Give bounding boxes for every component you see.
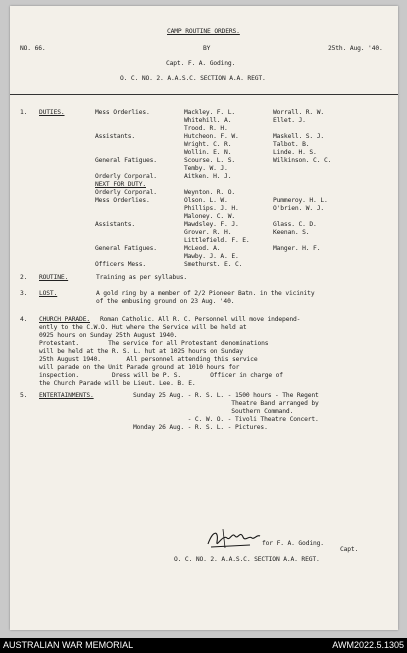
duty-name: Worrall. R. W. (273, 109, 324, 116)
entertainment-line: Monday 26 Aug. - R. S. L. - Pictures. (133, 424, 268, 431)
handwritten-signature (205, 526, 265, 552)
section-heading-routine: ROUTINE. (39, 274, 69, 281)
duty-role: Orderly Corporal. (95, 173, 157, 180)
duty-name: Linde. H. S. (273, 149, 317, 156)
entertainment-line: Theatre Band arranged by (133, 400, 319, 407)
duty-name: Manger. H. F. (273, 245, 321, 252)
signature-rank: Capt. (340, 546, 359, 553)
signature-for: for F. A. Goding. (262, 540, 324, 547)
duty-name: Scourse. L. S. (184, 157, 235, 164)
lost-line: of the embusing ground on 23 Aug. '40. (96, 298, 235, 305)
entertainment-line: Southern Command. (133, 408, 294, 415)
duty-name: Whitehill. A. (184, 117, 232, 124)
duty-name: O'brien. W. J. (273, 205, 324, 212)
duty-role: Assistants. (95, 133, 136, 140)
document-title: CAMP ROUTINE ORDERS. (167, 28, 240, 35)
footer-institution: AUSTRALIAN WAR MEMORIAL (3, 640, 134, 650)
duty-name: Aitken. H. J. (184, 173, 232, 180)
commander-name: Capt. F. A. Goding. (166, 60, 236, 67)
church-line: 0925 hours on Sunday 25th August 1940. (39, 332, 178, 339)
routine-text: Training as per syllabus. (96, 274, 188, 281)
section-heading-entertainments: ENTERTAINMENTS. (39, 392, 94, 399)
duty-role: Mess Orderlies. (95, 197, 150, 204)
duty-name: Olson. L. W. (184, 197, 228, 204)
section-number: 1. (20, 109, 28, 116)
duty-name: Wilkinson. C. C. (273, 157, 332, 164)
church-line: will parade on the Unit Parade ground at 1010 hours for (39, 364, 240, 371)
church-line: Protestant. The service for all Protestant denominations (39, 340, 269, 347)
church-line: the Church Parade will be Lieut. Lee. B. E. (39, 380, 196, 387)
duty-name: Trood. R. H. (184, 125, 228, 132)
duty-name: Smethurst. E. C. (184, 261, 243, 268)
section-number: 3. (20, 290, 28, 297)
section-heading-lost: LOST. (39, 290, 58, 297)
section-number: 5. (20, 392, 28, 399)
church-line: Roman Catholic. All R. C. Personnel will move independ- (100, 316, 301, 323)
duty-name: Wright. C. R. (184, 141, 232, 148)
header-divider (10, 94, 398, 95)
duty-name: Grover. R. H. (184, 229, 232, 236)
by-label: BY (203, 45, 211, 52)
duty-role: Officers Mess. (95, 261, 146, 268)
duty-role: General Fatigues. (95, 245, 157, 252)
footer-reference: AWM2022.5.1305 (332, 640, 404, 650)
duty-name: Mawdsley. F. J. (184, 221, 239, 228)
church-line: 25th August 1940. All personnel attending this service (39, 356, 258, 363)
order-date: 25th. Aug. '40. (328, 45, 383, 52)
archive-footer (0, 638, 407, 653)
duty-name: Hutcheon. F. W. (184, 133, 239, 140)
lost-line: A gold ring by a member of 2/2 Pioneer Batn. in the vicinity (96, 290, 315, 297)
section-number: 2. (20, 274, 28, 281)
section-heading-church-parade: CHURCH PARADE. (39, 316, 90, 323)
church-line: ently to the C.W.O. Hut where the Service will be held at (39, 324, 247, 331)
duty-role: Orderly Corporal. (95, 189, 157, 196)
duty-name: Keenan. S. (273, 229, 310, 236)
document-page (10, 6, 398, 630)
duty-name: Littlefield. F. E. (184, 237, 250, 244)
entertainment-line: - C. W. O. - Tivoli Theatre Concert. (133, 416, 319, 423)
duty-name: Weynton. R. O. (184, 189, 235, 196)
order-number: NO. 66. (20, 45, 46, 52)
duty-name: Glass. C. D. (273, 221, 317, 228)
duty-name: Temby. W. J. (184, 165, 228, 172)
duty-name: Pummeroy. H. L. (273, 197, 328, 204)
duty-name: Wollin. E. N. (184, 149, 232, 156)
entertainment-line: Sunday 25 Aug. - R. S. L. - 1500 hours - The Regent (133, 392, 319, 399)
duty-name: McLeod. A. (184, 245, 221, 252)
duty-role: Assistants. (95, 221, 136, 228)
duty-name: Ellet. J. (273, 117, 306, 124)
duty-name: Phillips. J. H. (184, 205, 239, 212)
duty-role: NEXT FOR DUTY. (95, 181, 146, 188)
duty-name: Maskell. S. J. (273, 133, 324, 140)
signature-unit: O. C. NO. 2. A.A.S.C. SECTION A.A. REGT. (174, 556, 320, 563)
unit-name: O. C. NO. 2. A.A.S.C. SECTION A.A. REGT. (120, 75, 266, 82)
duty-role: General Fatigues. (95, 157, 157, 164)
duty-name: Maloney. C. W. (184, 213, 235, 220)
duty-name: Mackley. F. L. (184, 109, 235, 116)
section-heading-duties: DUTIES. (39, 109, 65, 116)
duty-role: Mess Orderlies. (95, 109, 150, 116)
church-line: inspection. Dress will be P. S. Officer in charge of (39, 372, 283, 379)
duty-name: Mawby. J. A. E. (184, 253, 239, 260)
church-line: will be held at the R. S. L. hut at 1025 hours on Sunday (39, 348, 243, 355)
section-number: 4. (20, 316, 28, 323)
duty-name: Talbot. B. (273, 141, 310, 148)
